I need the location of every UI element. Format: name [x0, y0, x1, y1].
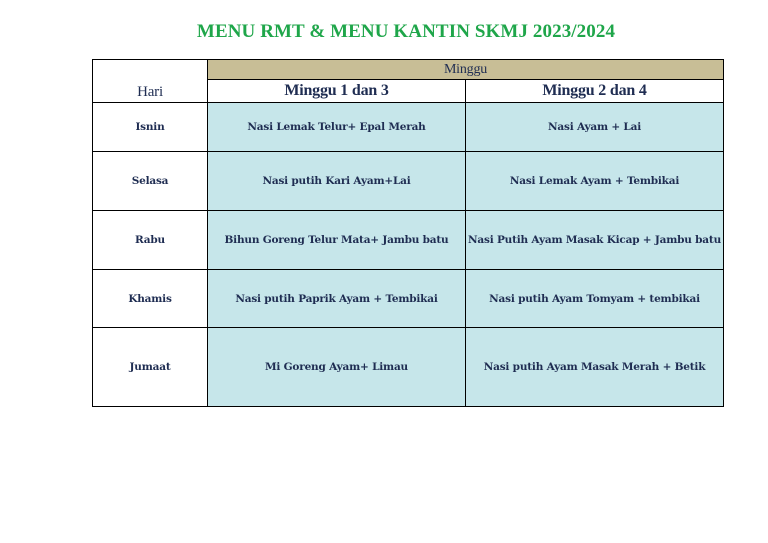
day-cell: Selasa [93, 152, 208, 211]
day-cell: Rabu [93, 211, 208, 270]
week-2-4-header: Minggu 2 dan 4 [466, 80, 724, 103]
menu-cell-week-2-4: Nasi putih Ayam Tomyam + tembikai [466, 270, 724, 328]
day-cell: Khamis [93, 270, 208, 328]
table-row [93, 211, 724, 270]
table-row [93, 103, 724, 152]
table-row [93, 270, 724, 328]
table-row [93, 152, 724, 211]
day-cell: Isnin [93, 103, 208, 152]
menu-cell-week-1-3: Bihun Goreng Telur Mata+ Jambu batu [208, 211, 466, 270]
table-row [93, 328, 724, 407]
menu-cell-week-2-4: Nasi putih Ayam Masak Merah + Betik [466, 328, 724, 407]
hari-header: Hari [93, 60, 208, 103]
menu-cell-week-2-4: Nasi Ayam + Lai [466, 103, 724, 152]
day-cell: Jumaat [93, 328, 208, 407]
menu-cell-week-2-4: Nasi Putih Ayam Masak Kicap + Jambu batu [466, 211, 724, 270]
menu-cell-week-1-3: Nasi Lemak Telur+ Epal Merah [208, 103, 466, 152]
menu-cell-week-1-3: Mi Goreng Ayam+ Limau [208, 328, 466, 407]
minggu-header: Minggu [208, 60, 724, 80]
menu-cell-week-1-3: Nasi putih Kari Ayam+Lai [208, 152, 466, 211]
page-title: MENU RMT & MENU KANTIN SKMJ 2023/2024 [196, 21, 616, 42]
menu-cell-week-2-4: Nasi Lemak Ayam + Tembikai [466, 152, 724, 211]
menu-cell-week-1-3: Nasi putih Paprik Ayam + Tembikai [208, 270, 466, 328]
menu-table [92, 59, 724, 407]
week-1-3-header: Minggu 1 dan 3 [208, 80, 466, 103]
